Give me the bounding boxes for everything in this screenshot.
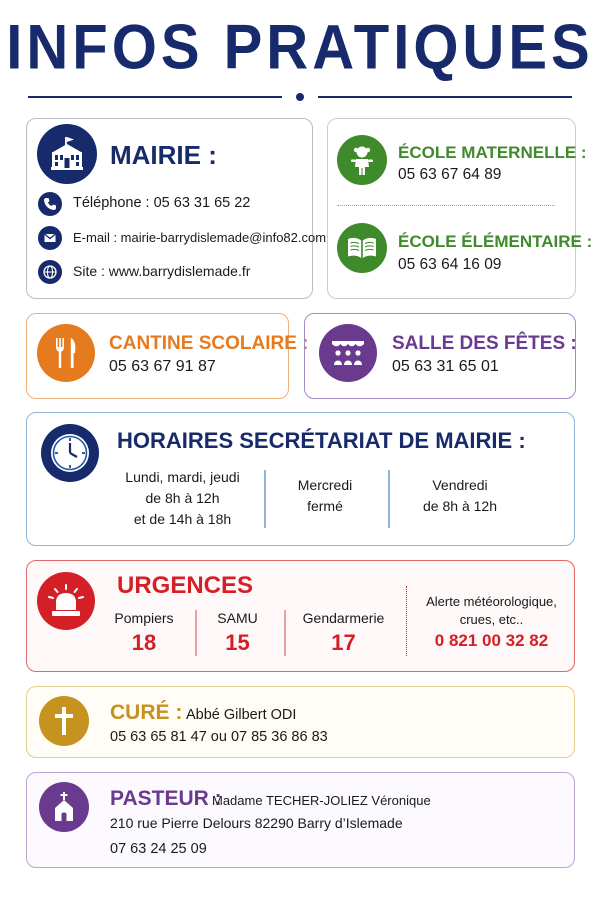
urgence-number-pompiers: 18 [131,630,157,655]
book-icon [337,223,387,273]
pasteur-address: 210 rue Pierre Delours 82290 Barry d’Islemade [110,815,403,831]
horaires-col1-line1: Lundi, mardi, jeudi [125,469,240,485]
cross-icon [39,696,89,746]
salle-des-fetes-phone: 05 63 31 65 01 [392,358,499,375]
cure-title: CURÉ : [110,701,183,724]
clock-icon [41,424,99,482]
ecole-elementaire-title: ÉCOLE ÉLÉMENTAIRE : [398,232,593,251]
title-rule-right [318,96,572,98]
urgence-meteo-number: 0 821 00 32 82 [434,631,549,650]
urgences-divider-1 [195,610,197,656]
horaires-col3-line1: Vendredi [432,477,488,493]
ecole-maternelle-title: ÉCOLE MATERNELLE : [398,143,587,162]
urgence-label-gendarmerie: Gendarmerie [302,610,385,626]
urgence-label-samu: SAMU [217,610,258,626]
urgence-number-samu: 15 [225,630,250,655]
urgence-number-gendarmerie: 17 [331,630,356,655]
cantine-phone: 05 63 67 91 87 [109,358,216,375]
cure-phones: 05 63 65 81 47 ou 07 85 36 86 83 [110,729,328,745]
urgence-label-pompiers: Pompiers [114,610,174,626]
urgences-title: URGENCES [117,572,254,599]
ecoles-divider [337,205,555,206]
horaires-col3-line2: de 8h à 12h [423,498,497,514]
globe-icon [38,260,62,284]
title-rule-left [28,96,282,98]
horaires-col1-line3: et de 14h à 18h [133,511,232,527]
ecole-maternelle-phone: 05 63 67 64 89 [398,166,502,183]
ecole-elementaire-phone: 05 63 64 16 09 [398,256,502,273]
urgences-divider-3 [406,586,407,656]
horaires-col2-line2: fermé [307,498,343,514]
mairie-title: MAIRIE : [110,140,217,170]
cure-card [26,686,575,758]
hall-people-icon [319,324,377,382]
siren-icon [37,572,95,630]
title-rule-dot [296,93,304,101]
horaires-divider-2 [388,470,390,528]
cure-name: Abbé Gilbert ODI [186,707,297,723]
horaires-col1-line2: de 8h à 12h [145,490,220,506]
urgence-meteo-label-1: Alerte météorologique, [426,594,557,609]
cantine-title: CANTINE SCOLAIRE : [109,333,309,354]
horaires-title: HORAIRES SECRÉTARIAT DE MAIRIE : [117,428,526,453]
pasteur-title: PASTEUR : [110,787,222,810]
salle-des-fetes-title: SALLE DES FÊTES : [392,333,577,354]
page-title: INFOS PRATIQUES [6,12,594,83]
town-hall-icon [37,124,97,184]
urgences-divider-2 [284,610,286,656]
mairie-email[interactable]: E-mail : mairie-barrydislemade@info82.com [73,230,327,245]
mairie-site[interactable]: Site : www.barrydislemade.fr [73,263,251,279]
pasteur-name: Madame TECHER-JOLIEZ Véronique [212,793,431,808]
horaires-divider-1 [264,470,266,528]
urgence-meteo-label-2: crues, etc.. [459,612,524,627]
chapel-icon [39,782,89,832]
email-icon [38,226,62,250]
phone-icon [38,192,62,216]
child-icon [337,135,387,185]
fork-knife-icon [37,324,95,382]
pasteur-phone: 07 63 24 25 09 [110,841,207,857]
mairie-telephone: Téléphone : 05 63 31 65 22 [73,195,251,211]
horaires-col2-line1: Mercredi [297,477,353,493]
